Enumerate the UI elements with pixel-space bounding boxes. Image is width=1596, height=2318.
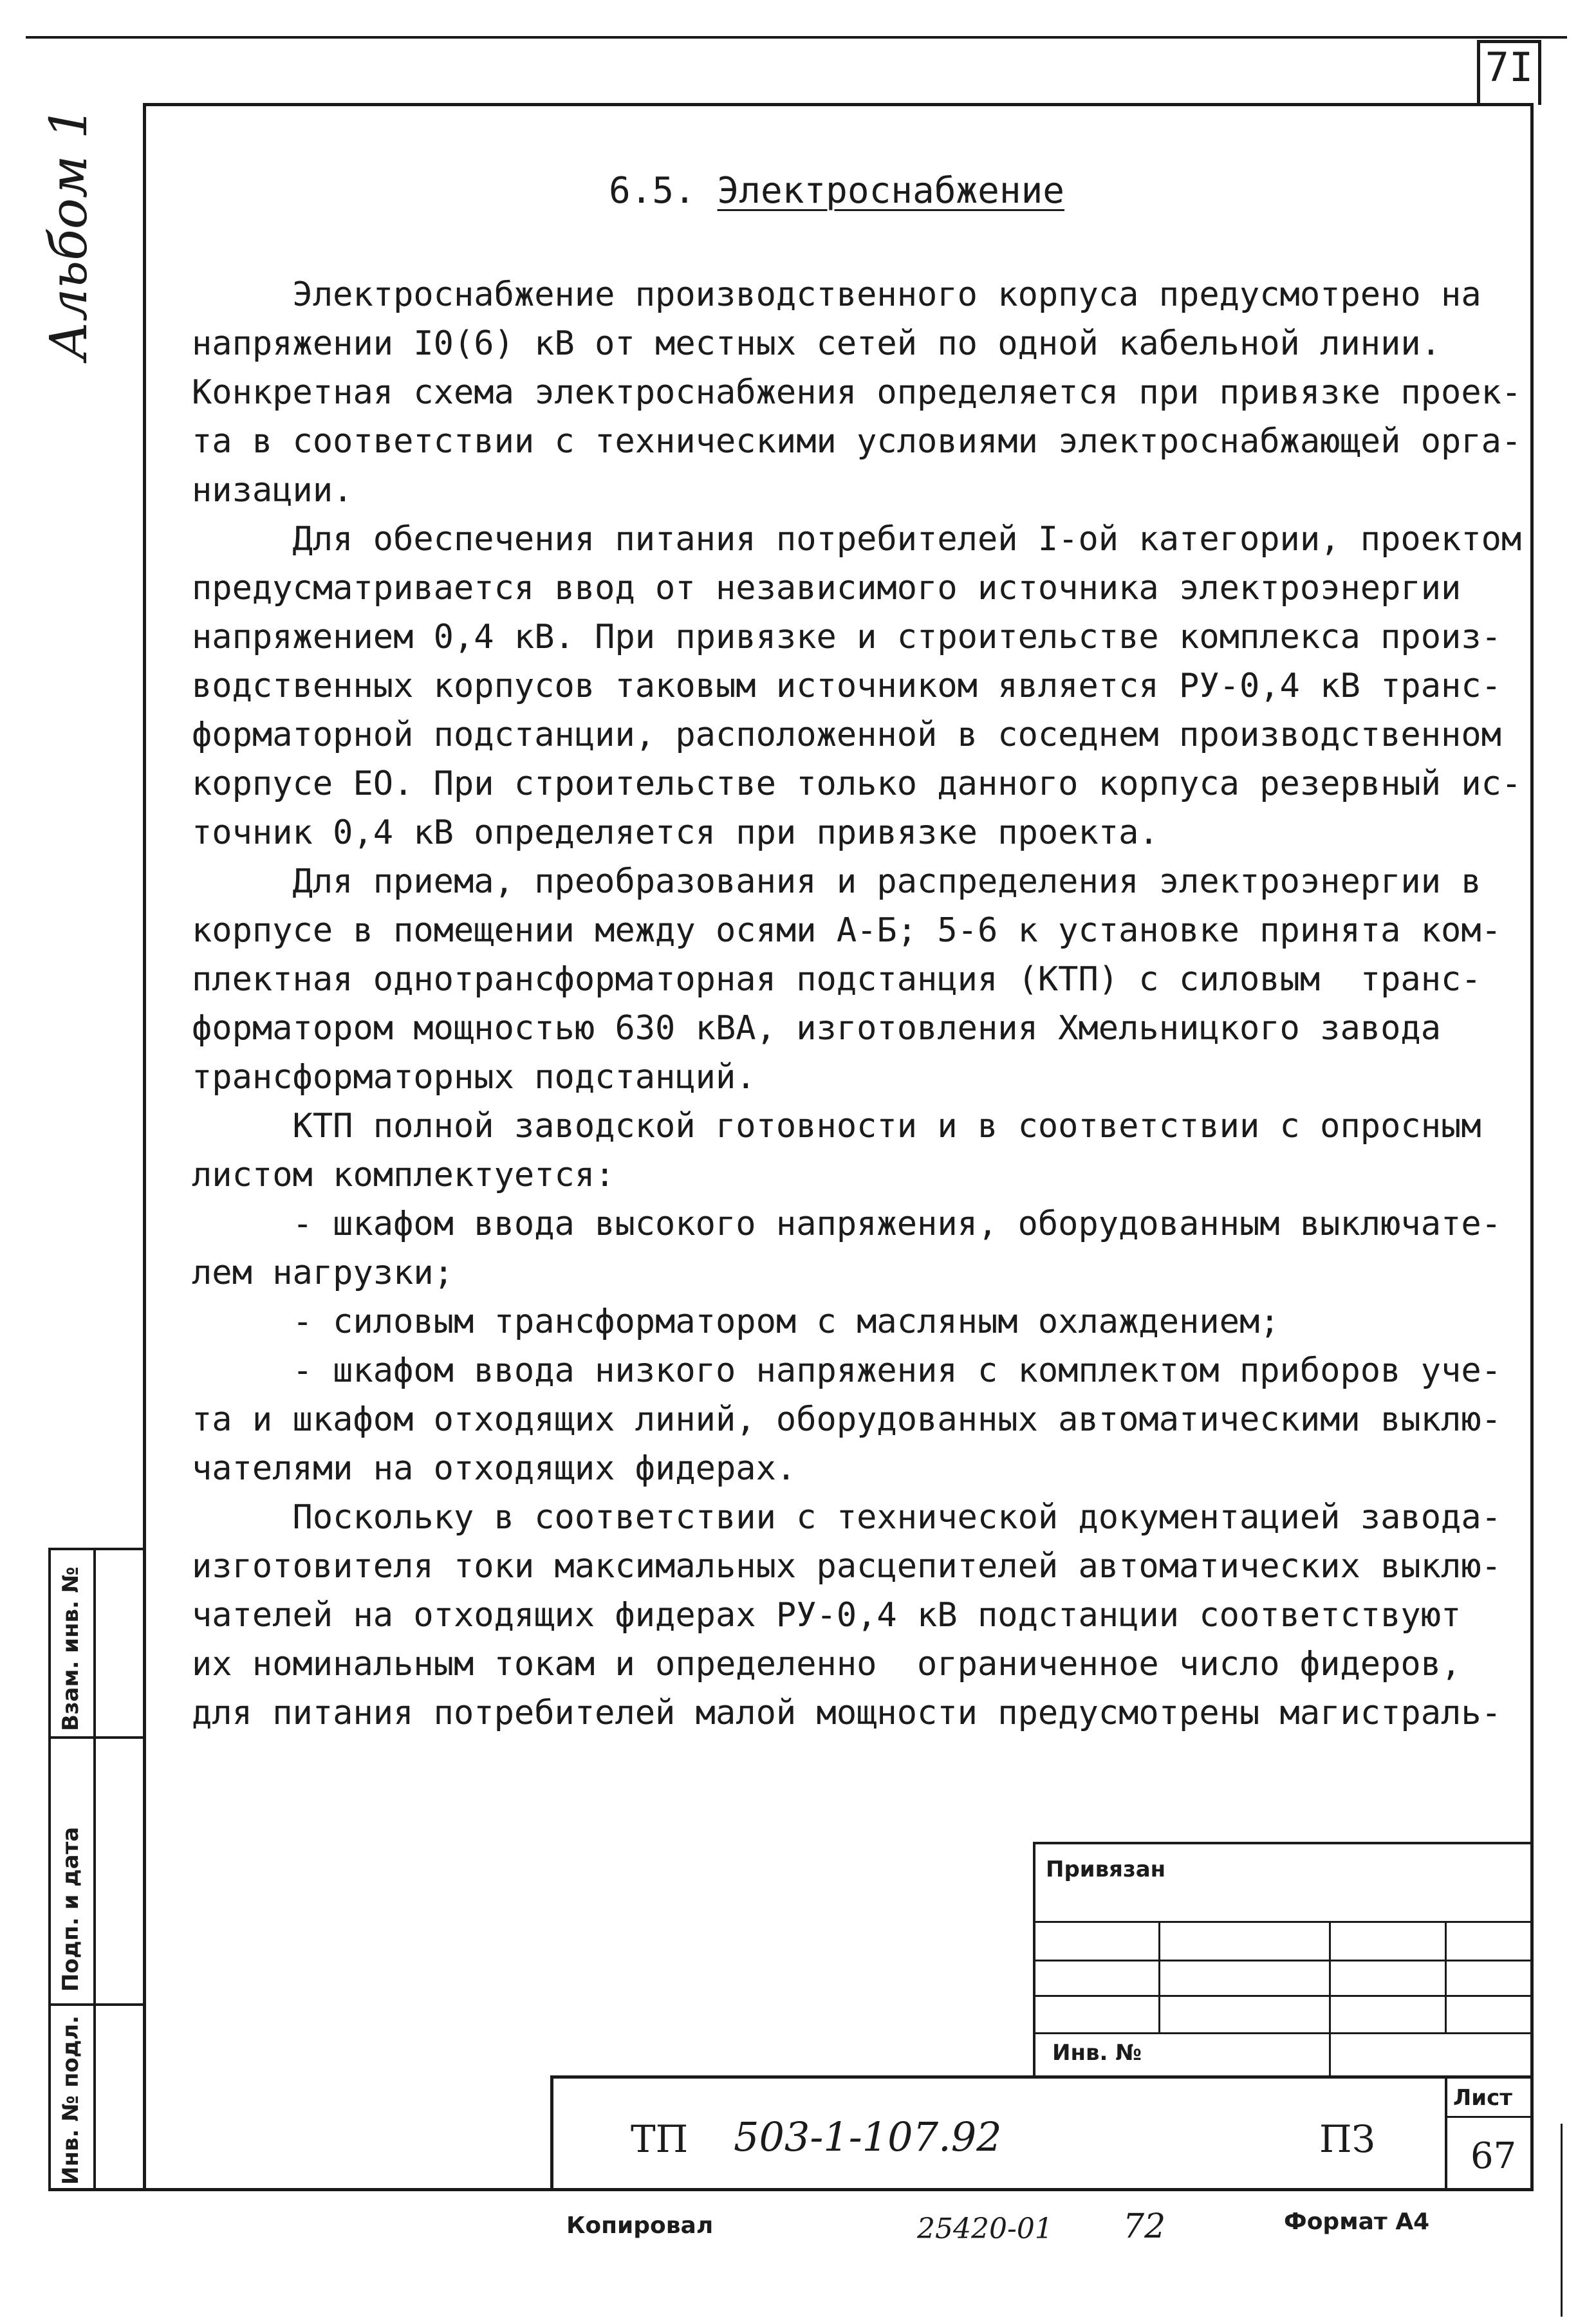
tb-line	[1033, 2032, 1534, 2034]
doc-type: ПЗ	[1319, 2117, 1375, 2161]
tb-line	[1329, 1921, 1331, 2079]
side-stamp-divider	[48, 2003, 146, 2006]
replaced-inv-label: Взам. инв. №	[58, 1566, 84, 1731]
section-number: 6.5.	[608, 170, 696, 212]
tb-line	[550, 2075, 1534, 2079]
tb-line	[1033, 1842, 1534, 1844]
side-stamp-mid	[93, 1548, 96, 2191]
page-edge-right	[1561, 2124, 1563, 2317]
tb-line	[550, 2075, 553, 2191]
bound-label: Привязан	[1046, 1857, 1166, 1882]
sign-date-label: Подп. и дата	[58, 1826, 84, 1992]
tb-line	[1445, 1921, 1447, 2032]
tb-line	[1445, 2075, 1447, 2191]
tb-line	[1033, 1921, 1534, 1923]
format-label: Формат А4	[1284, 2209, 1430, 2235]
inv-no-label: Инв. №	[1052, 2040, 1142, 2066]
orig-inv-label: Инв. № подл.	[58, 2015, 84, 2185]
top-rule	[26, 36, 1567, 39]
tb-line	[1445, 2116, 1534, 2118]
list-item: - шкафом ввода высокого напряжения, оборудованным выключате- лем нагрузки;	[192, 1205, 1501, 1292]
tb-line	[1033, 1960, 1534, 1961]
doc-code: 503-1-107.92	[734, 2113, 1002, 2160]
paragraph: Для приема, преобразования и распределения электроэнергии в корпусе в помещении между осями А-Б; 5-6 к установке принята ком- плектная однотрансформаторная подстанция (КТП) с силовым транс- форматором мощностью 630 кВА, изготовления Хмельницкого завода трансформаторных подстанций.	[192, 862, 1501, 1097]
side-stamp-divider	[48, 1736, 146, 1739]
tb-line	[1033, 1995, 1534, 1997]
side-stamp-top	[48, 1548, 146, 1550]
paragraph: КТП полной заводской готовности и в соответствии с опросным листом комплектуется:	[192, 1107, 1481, 1194]
section-title: Электроснабжение	[717, 170, 1064, 212]
sheet-number: 67	[1471, 2135, 1517, 2177]
tb-line	[1158, 1921, 1160, 2032]
frame-bottom	[48, 2188, 1534, 2191]
paragraph: Электроснабжение производственного корпуса предусмотрено на напряжении I0(6) кВ от местных сетей по одной кабельной линии. Конкретная схема электроснабжения определяется при привязке проек- та в соответствии с техническими условиями электроснабжающей орга- низации.	[192, 275, 1522, 510]
frame-left	[143, 103, 146, 2191]
section-heading	[193, 170, 1480, 212]
frame-top	[143, 103, 1533, 106]
album-label: Альбом 1	[39, 106, 98, 360]
paragraph: Для обеспечения питания потребителей I-ой категории, проектом предусматривается ввод от независимого источника электроэнергии напряжением 0,4 кВ. При привязке и строительстве комплекса произ- водственных корпусов таковым источником является РУ-0,4 кВ транс- форматорной подстанции, расположенной в соседнем производственном корпусе ЕО. При строительстве только данного корпуса резервный ис- точник 0,4 кВ определяется при привязке проекта.	[192, 520, 1522, 852]
list-item: - шкафом ввода низкого напряжения с комплектом приборов уче- та и шкафом отходящих линий, оборудованных автоматическими выклю- чателями на отходящих фидерах.	[192, 1351, 1501, 1488]
copy-number: 25420-01	[917, 2212, 1053, 2245]
doc-code-prefix: ТП	[631, 2117, 689, 2161]
page-number: 7I	[1485, 44, 1534, 91]
paragraph: Поскольку в соответствии с технической документацией завода- изготовителя токи максимальных расцепителей автоматических выклю- чателей на отходящих фидерах РУ-0,4 кВ подстанции соответствуют их номинальным токам и определенно ограниченное число фидеров, для питания потребителей малой мощности предусмотрены магистраль-	[192, 1498, 1501, 1732]
frame-right	[1530, 103, 1534, 2191]
copied-by-label: Копировал	[566, 2212, 714, 2239]
sheet-label: Лист	[1453, 2085, 1512, 2111]
side-stamp-left	[48, 1548, 51, 2191]
copy-page: 72	[1123, 2207, 1166, 2246]
list-item: - силовым трансформатором с масляным охлаждением;	[192, 1303, 1280, 1341]
